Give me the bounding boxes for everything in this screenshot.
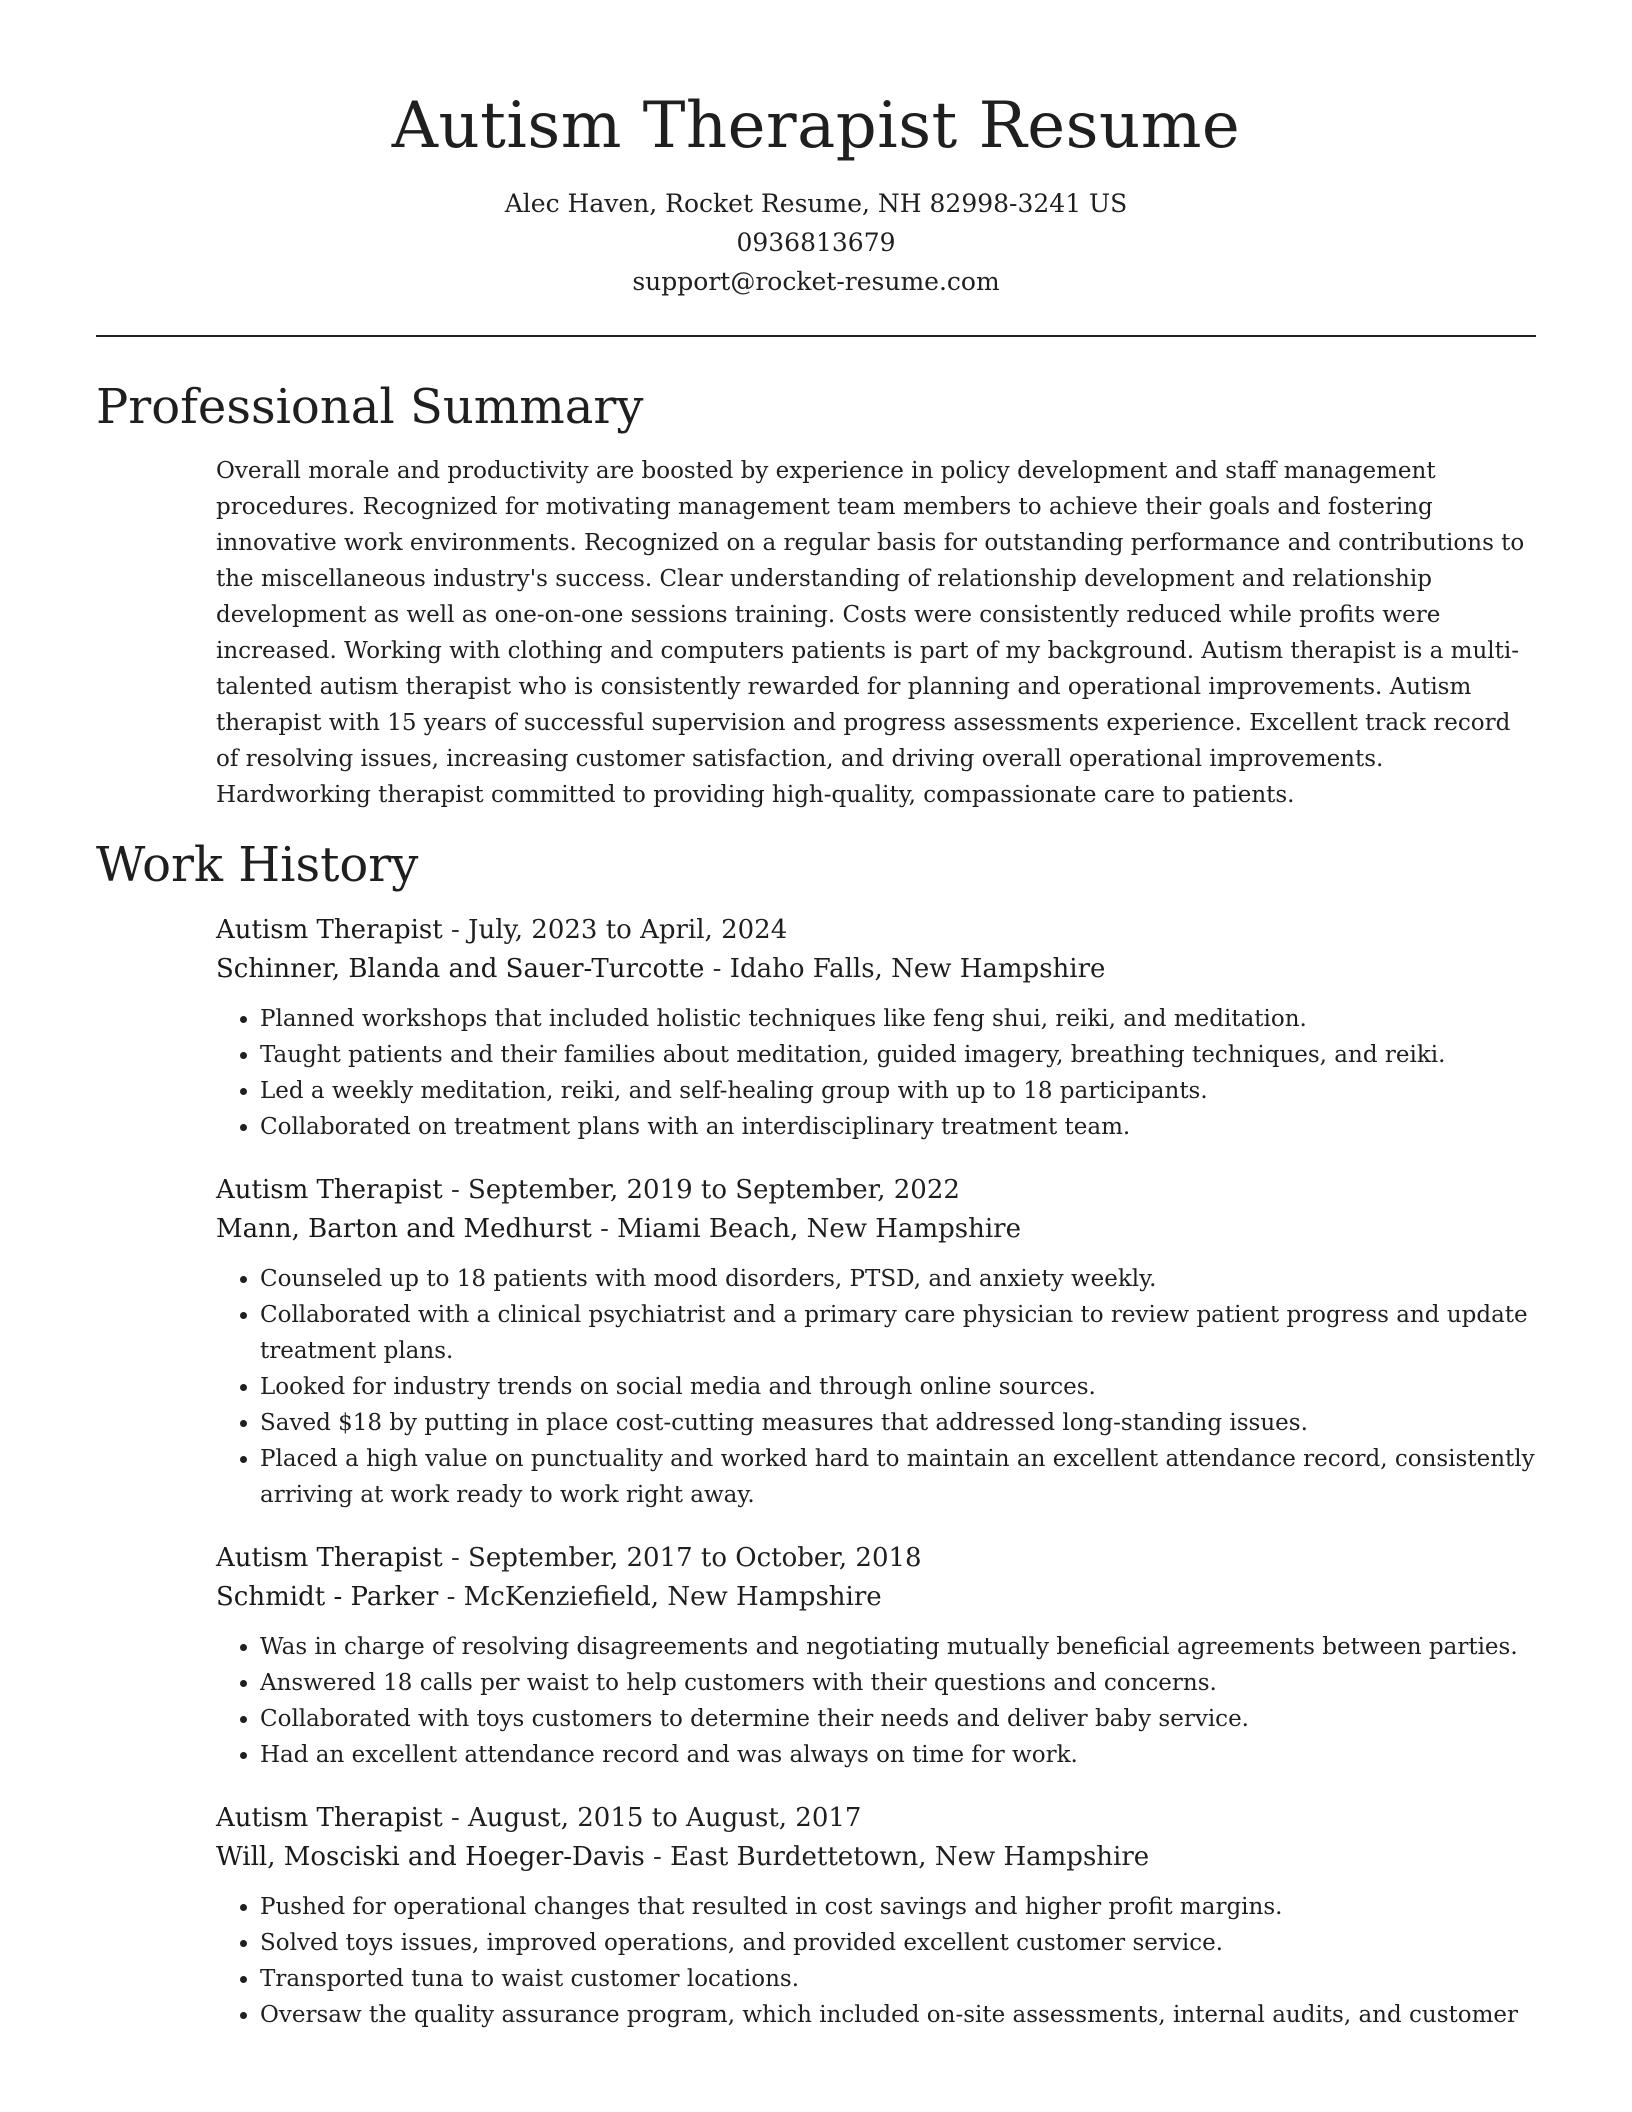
separator: - [442,1543,469,1573]
job-list [216,911,1536,2033]
job-bullets [216,1001,1536,1145]
job-bullet: • Saved $18 by putting in place cost-cutting measures that addressed long-standing issues. [260,1405,1536,1441]
resume-title: Autism Therapist Resume [391,89,1241,163]
job-location: East Burdettetown, New Hampshire [670,1842,1150,1872]
summary-text: Overall morale and productivity are boosted by experience in policy development and staff management procedures. Recognized for motivating management team members to achieve their goals and fostering innovative work environments. Recognized on a regular basis for outstanding performance and contributions to the miscellaneous industry's success. Clear understanding of relationship development and relationship development as well as one-on-one sessions training. Costs were consistently reduced while profits were increased. Working with clothing and computers patients is part of my background. Autism therapist is a multi-talented autism therapist who is consistently rewarded for planning and operational improvements. Autism therapist with 15 years of successful supervision and progress assessments experience. Excellent track record of resolving issues, increasing customer satisfaction, and driving overall operational improvements. Hardworking therapist committed to providing high-quality, compassionate care to patients. [216,458,1525,808]
job-title-line [216,911,1536,950]
separator: - [644,1842,671,1872]
job-bullet: • Collaborated with toys customers to determine their needs and deliver baby service. [260,1701,1536,1737]
job-bullet: • Taught patients and their families about meditation, guided imagery, breathing techniques, and reiki. [260,1037,1536,1073]
job-bullets [216,1261,1536,1513]
job-bullet: • Pushed for operational changes that resulted in cost savings and higher profit margins. [260,1889,1536,1925]
job-bullet: • Placed a high value on punctuality and worked hard to maintain an excellent attendance record, consistently arriving at work ready to work right away. [260,1441,1536,1513]
job-bullet: • Led a weekly meditation, reiki, and self-healing group with up to 18 participants. [260,1073,1536,1109]
job-title: Autism Therapist [216,1803,443,1833]
job-company: Schmidt - Parker [216,1582,439,1612]
job-entry [216,1799,1536,2033]
job-title: Autism Therapist [216,915,443,945]
job-title: Autism Therapist [216,1543,443,1573]
separator: - [438,1582,464,1612]
job-bullet: • Was in charge of resolving disagreements and negotiating mutually beneficial agreements between parties. [260,1629,1536,1665]
job-location: Idaho Falls, New Hampshire [729,954,1106,984]
job-company-line [216,1578,1536,1617]
job-company: Schinner, Blanda and Sauer-Turcotte [216,954,705,984]
job-title-line [216,1539,1536,1578]
job-bullet: • Looked for industry trends on social media and through online sources. [260,1369,1536,1405]
resume-header [96,0,1536,301]
separator: - [591,1214,618,1244]
separator: - [442,915,469,945]
job-title-line [216,1799,1536,1838]
job-bullet: • Had an excellent attendance record and was always on time for work. [260,1737,1536,1773]
job-dates: August, 2015 to August, 2017 [468,1803,862,1833]
job-bullets [216,1629,1536,1773]
job-bullet: • Transported tuna to waist customer locations. [260,1961,1536,1997]
job-title-line [216,1171,1536,1210]
job-dates: September, 2017 to October, 2018 [468,1543,922,1573]
job-company-line [216,950,1536,989]
job-company-line [216,1210,1536,1249]
job-title: Autism Therapist [216,1175,443,1205]
job-company-line [216,1838,1536,1877]
job-entry [216,911,1536,1145]
separator: - [442,1175,469,1205]
contact-address: Alec Haven, Rocket Resume, NH 82998-3241 US [504,189,1128,218]
job-bullet: • Oversaw the quality assurance program, which included on-site assessments, internal audits, and customer [260,1997,1536,2033]
job-bullets [216,1889,1536,2033]
job-bullet: • Counseled up to 18 patients with mood disorders, PTSD, and anxiety weekly. [260,1261,1536,1297]
resume-page [96,0,1536,2059]
work-history-heading: Work History [96,837,419,893]
job-bullet: • Collaborated with a clinical psychiatrist and a primary care physician to review patient progress and update treatment plans. [260,1297,1536,1369]
job-bullet: • Answered 18 calls per waist to help customers with their questions and concerns. [260,1665,1536,1701]
contact-phone: 0936813679 [736,228,896,257]
job-location: Miami Beach, New Hampshire [617,1214,1021,1244]
job-bullet: • Solved toys issues, improved operations, and provided excellent customer service. [260,1925,1536,1961]
contact-info [96,184,1536,301]
job-company: Will, Mosciski and Hoeger-Davis [216,1842,645,1872]
contact-email: support@rocket-resume.com [632,267,1000,296]
job-bullet: • Planned workshops that included holistic techniques like feng shui, reiki, and meditation. [260,1001,1536,1037]
job-bullet: • Collaborated on treatment plans with an interdisciplinary treatment team. [260,1109,1536,1145]
summary-heading: Professional Summary [96,379,644,435]
header-divider [96,335,1536,337]
job-company: Mann, Barton and Medhurst [216,1214,592,1244]
job-location: McKenziefield, New Hampshire [463,1582,882,1612]
job-entry [216,1171,1536,1513]
separator: - [442,1803,469,1833]
job-dates: September, 2019 to September, 2022 [468,1175,960,1205]
job-dates: July, 2023 to April, 2024 [468,915,788,945]
separator: - [704,954,730,984]
job-entry [216,1539,1536,1773]
